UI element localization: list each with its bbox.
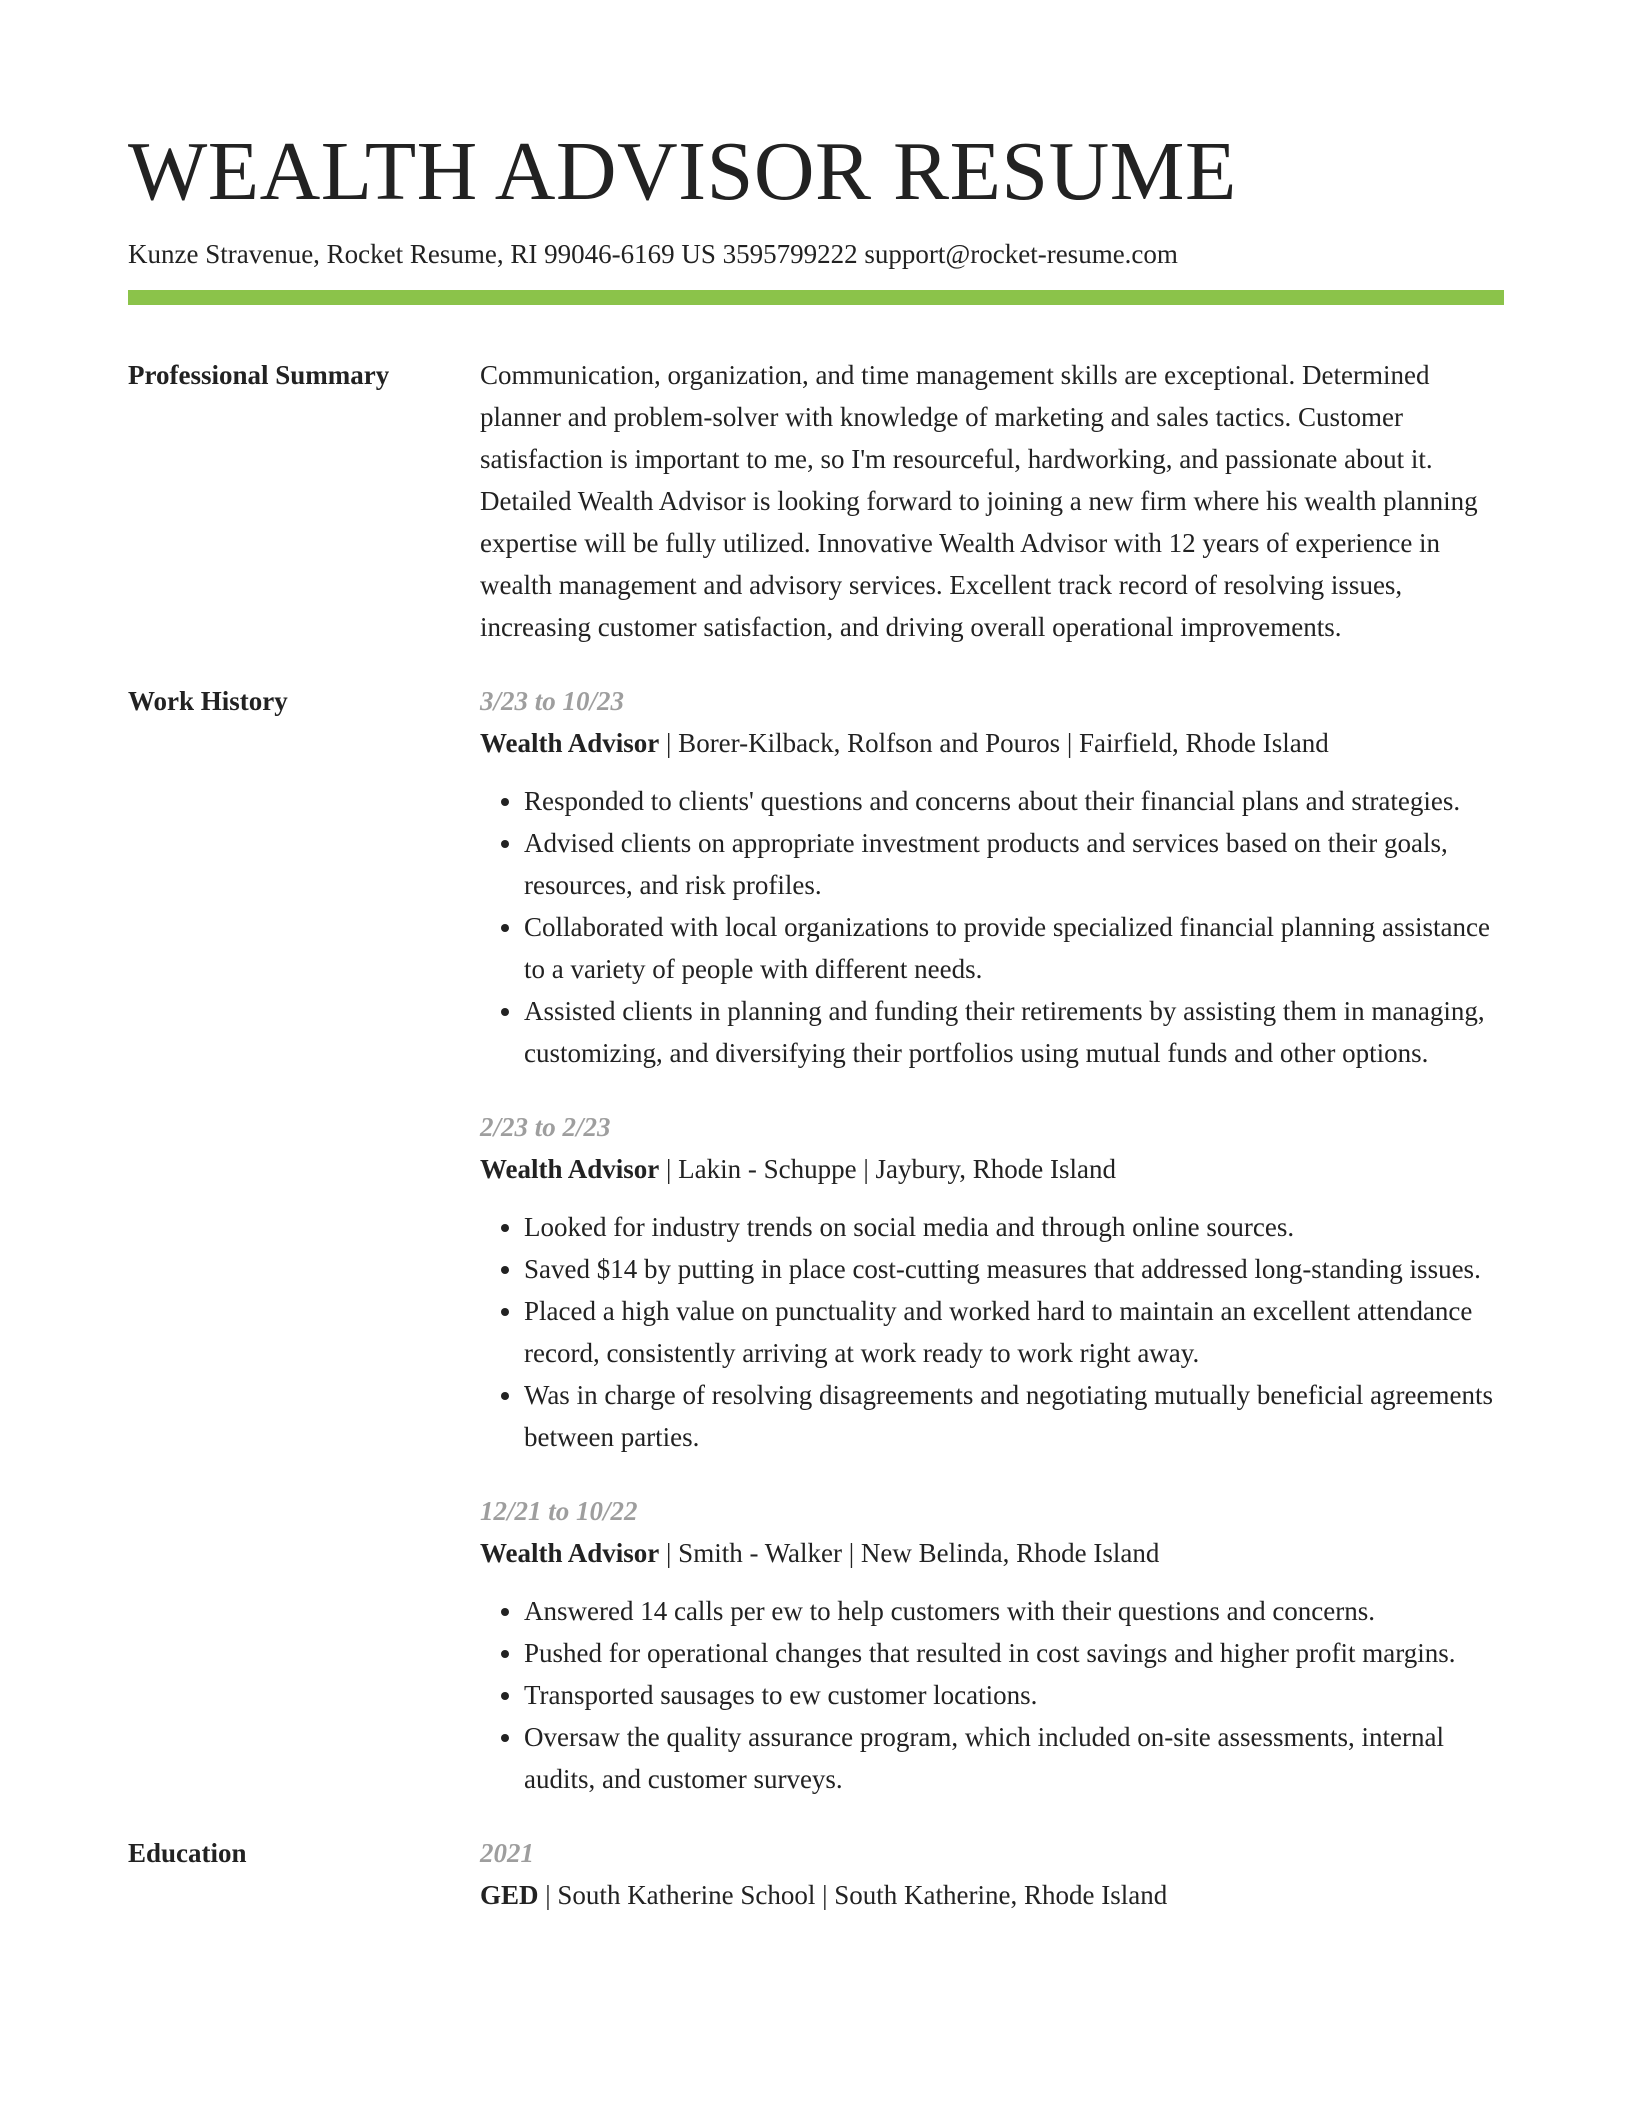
summary-text: Communication, organization, and time management skills are exceptional. Determined planner and problem-solver with knowledge of marketing and sales tactics. Customer satisfaction is important to me, so I'm resourceful, hardworking, and passionate about it. Detailed Wealth Advisor is looking forward to joining a new firm where his wealth planning expertise will be fully utilized. Innovative Wealth Advisor with 12 years of experience in wealth management and advisory services. Excellent track record of resolving issues, increasing customer satisfaction, and driving overall operational improvements. <box>480 360 1478 642</box>
contact-info: Kunze Stravenue, Rocket Resume, RI 99046-6169 US 3595799222 support@rocket-resume.com <box>128 239 1178 269</box>
job-bullets <box>480 780 1504 1074</box>
resume-page <box>128 0 1504 1916</box>
list-item: • Advised clients on appropriate investment products and services based on their goals, resources, and risk profiles. <box>524 822 1504 906</box>
list-item: • Answered 14 calls per ew to help customers with their questions and concerns. <box>524 1590 1504 1632</box>
job-dates: 12/21 to 10/22 <box>480 1496 638 1526</box>
education-section <box>128 1832 1504 1916</box>
job-bullets <box>480 1590 1504 1800</box>
job-title: Wealth Advisor <box>480 728 660 758</box>
professional-summary-section <box>128 354 1504 648</box>
job-entry <box>480 1490 1504 1800</box>
job-dates: 2/23 to 2/23 <box>480 1112 611 1142</box>
list-item: • Transported sausages to ew customer locations. <box>524 1674 1504 1716</box>
list-item: • Placed a high value on punctuality and worked hard to maintain an excellent attendance record, consistently arriving at work ready to work right away. <box>524 1290 1504 1374</box>
education-body <box>480 1832 1504 1916</box>
resume-title: WEALTH ADVISOR RESUME <box>128 125 1237 218</box>
education-school: | South Katherine School | South Katherine, Rhode Island <box>538 1880 1168 1910</box>
list-item: • Collaborated with local organizations to provide specialized financial planning assistance to a variety of people with different needs. <box>524 906 1504 990</box>
job-entry <box>480 680 1504 1074</box>
job-employer: | Smith - Walker | New Belinda, Rhode Island <box>659 1538 1160 1568</box>
job-employer: | Lakin - Schuppe | Jaybury, Rhode Island <box>659 1154 1117 1184</box>
list-item: • Looked for industry trends on social media and through online sources. <box>524 1206 1504 1248</box>
education-line <box>480 1874 1504 1916</box>
work-history-body <box>480 680 1504 1800</box>
section-label-education: Education <box>128 1838 247 1868</box>
job-title: Wealth Advisor <box>480 1538 660 1568</box>
job-role-line <box>480 1532 1504 1574</box>
section-label-work: Work History <box>128 686 288 716</box>
education-degree: GED <box>480 1880 539 1910</box>
section-label-summary: Professional Summary <box>128 360 390 390</box>
summary-body <box>480 354 1504 648</box>
job-title: Wealth Advisor <box>480 1154 660 1184</box>
education-dates: 2021 <box>480 1838 534 1868</box>
job-dates: 3/23 to 10/23 <box>480 686 625 716</box>
job-role-line <box>480 1148 1504 1190</box>
job-employer: | Borer-Kilback, Rolfson and Pouros | Fairfield, Rhode Island <box>659 728 1329 758</box>
list-item: • Assisted clients in planning and funding their retirements by assisting them in managing, customizing, and diversifying their portfolios using mutual funds and other options. <box>524 990 1504 1074</box>
list-item: • Pushed for operational changes that resulted in cost savings and higher profit margins. <box>524 1632 1504 1674</box>
list-item: • Responded to clients' questions and concerns about their financial plans and strategies. <box>524 780 1504 822</box>
job-role-line <box>480 722 1504 764</box>
list-item: • Oversaw the quality assurance program, which included on-site assessments, internal audits, and customer surveys. <box>524 1716 1504 1800</box>
job-bullets <box>480 1206 1504 1458</box>
job-entry <box>480 1106 1504 1458</box>
list-item: • Was in charge of resolving disagreements and negotiating mutually beneficial agreements between parties. <box>524 1374 1504 1458</box>
list-item: • Saved $14 by putting in place cost-cutting measures that addressed long-standing issues. <box>524 1248 1504 1290</box>
header-divider <box>128 290 1504 305</box>
work-history-section <box>128 680 1504 1800</box>
